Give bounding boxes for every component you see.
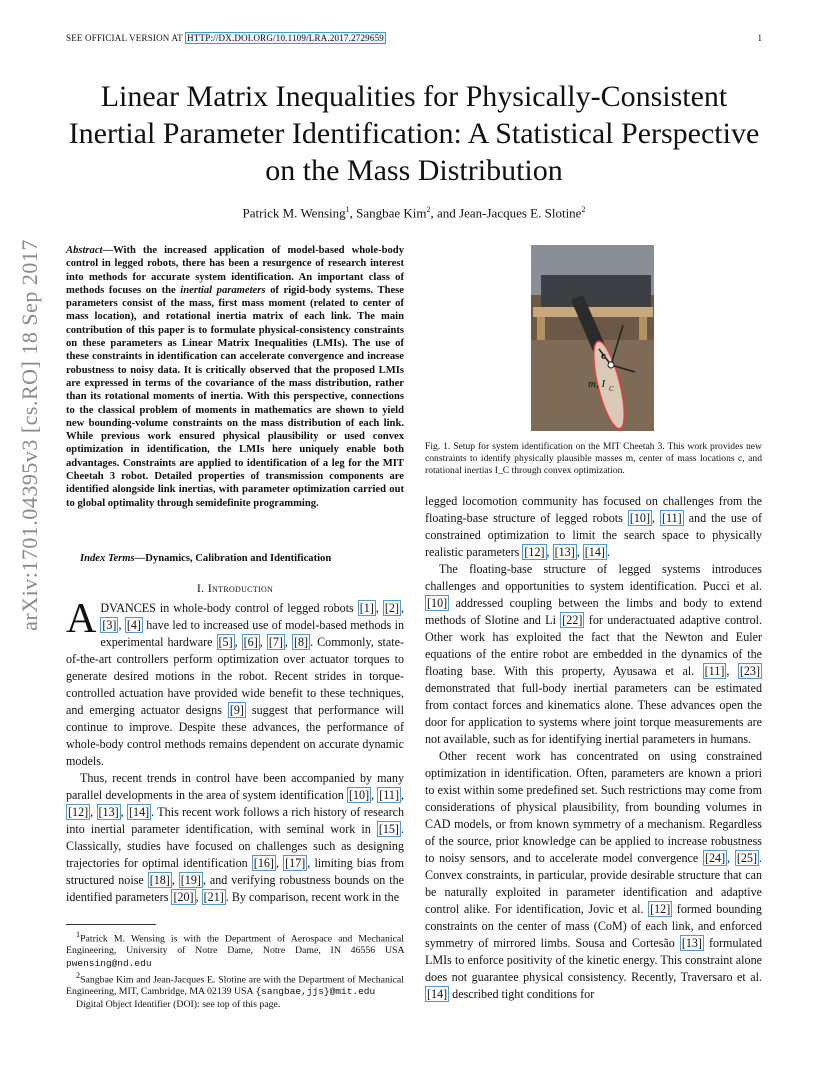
author-list: Patrick M. Wensing$^1$, Sangbae Kim$^2$, and Jean-Jacques E. Slotine$^2$ bbox=[242, 205, 586, 221]
index-terms-label: Index Terms bbox=[80, 553, 135, 564]
citation[interactable]: [21] bbox=[203, 890, 224, 904]
intro-left-column bbox=[66, 596, 405, 906]
email-link[interactable]: {sangbae,jjs}@mit.edu bbox=[255, 986, 376, 998]
abstract-text: —With the increased application of model-based whole-body control in legged robots, there has been a resurgence of research interest into methods for accurate system identification. An important class of methods focuses on the bbox=[66, 245, 404, 296]
citation[interactable]: [14] bbox=[584, 545, 605, 559]
citation[interactable]: [18] bbox=[149, 873, 170, 887]
index-terms-text: —Dynamics, Calibration and Identification bbox=[134, 553, 332, 564]
citation[interactable]: [12] bbox=[650, 902, 671, 916]
citation[interactable]: [12] bbox=[524, 545, 545, 559]
affil-mark: 2 bbox=[426, 205, 431, 214]
index-terms bbox=[66, 553, 404, 564]
email-link[interactable]: pwensing@nd.edu bbox=[66, 957, 152, 969]
citation[interactable]: [13] bbox=[554, 545, 575, 559]
author-3: Jean-Jacques E. Slotine bbox=[459, 205, 582, 221]
footnote: $^2$Sangbae Kim and Jean-Jacques E. Slotine are with the Department of Mechanical Engineering, MIT, Cambridge, MA 02139 USA {sangbae,jjs}@mit.edu bbox=[66, 970, 404, 998]
citation[interactable]: [10] bbox=[427, 596, 448, 610]
citation[interactable]: [13] bbox=[681, 936, 702, 950]
citation[interactable]: [4] bbox=[126, 618, 141, 632]
citation[interactable]: [1] bbox=[359, 601, 374, 615]
paragraph: Thus, recent trends in control have been accompanied by many parallel developments in the area of system identification [10] , [11] , [12] , [13] , [14] . This recent work follows a rich history of research into inertial parameter identification, with seminal work in [15] . Classically, studies have focused on challenges such as designing trajectories for optimal identification [16] , [17] , limiting bias from structured noise [18] , [19] , and verifying robustness bounds on the identified parameters [20] , [21] . By comparison, recent work in the bbox=[66, 771, 405, 904]
drop-cap: A bbox=[66, 596, 97, 642]
citation[interactable]: [16] bbox=[253, 856, 274, 870]
citation[interactable]: [25] bbox=[736, 851, 757, 865]
robot-leg-illustration bbox=[531, 245, 654, 431]
abstract-label: Abstract bbox=[66, 245, 103, 256]
paragraph: legged locomotion community has focused on challenges from the floating-base structure of legged robots [10] , [11] and the use of constrained optimization to limit the search space to physically realistic parameters [12] , [13] , [14] . bbox=[425, 494, 763, 559]
abstract-emphasis: inertial parameters bbox=[180, 284, 266, 296]
citation[interactable]: [14] bbox=[129, 805, 150, 819]
footnotes bbox=[66, 924, 404, 1011]
citation[interactable]: [13] bbox=[98, 805, 119, 819]
citation[interactable]: [19] bbox=[180, 873, 201, 887]
paragraph: Other recent work has concentrated on using constrained optimization in identification. Often, parameters are known a priori to exist within some predefined set. Such restrictions may come from considerations of physical plausibility, from bounding volumes in CAD models, or from known symmetry of a mechanism. Regardless of the source, prior knowledge can be applied to increase robustness to noisy sensors, and to accelerate model convergence [24] , [25] . Convex constraints, in particular, provide desirable structure that can be naturally exploited in parameter identification and adaptive control alike. For identification, Jovic et al. [12] formed bounding constraints on the center of mass (CoM) of each link, and enforced symmetry of mirrored limbs. Sousa and Cortesão [13] formulated LMIs to enforce positivity of the kinetic energy. This constraint alone does not guarantee physical consistency. Recently, Traversaro et al. [14] described tight conditions for bbox=[425, 749, 763, 1001]
footnote: $^1$Patrick M. Wensing is with the Department of Aerospace and Mechanical Engineering, University of Notre Dame, Notre Dame, IN 46556 USA pwensing@nd.edu bbox=[66, 930, 404, 969]
paper-title: Linear Matrix Inequalities for Physically-Consistent Inertial Parameter Identification: A Statistical Perspective on the Mass Distribution bbox=[68, 80, 760, 187]
citation[interactable]: [12] bbox=[68, 805, 89, 819]
paragraph: ADVANCES in whole-body control of legged robots [1] , [2] , [3] , [4] have led to increased use of model-based methods in experimental hardware [5] , [6] , [7] , [8] . Commonly, state-of-the-art controllers perform optimization over actuator torques to generate desired motions in the robot. Recent strides in torque-controlled actuation have provided wide benefit to these techniques, and emerging actuator designs [9] suggest that performance will continue to improve. Despite these advances, the performance of whole-body control methods remains dependent on accurate dynamic models. bbox=[66, 596, 405, 768]
doi-link[interactable]: HTTP://DX.DOI.ORG/10.1109/LRA.2017.2729659 bbox=[187, 33, 384, 43]
affil-mark: 1 bbox=[345, 205, 350, 214]
figure-caption: Fig. 1. Setup for system identification on the MIT Cheetah 3. This work provides new constraints to identify physically plausible masses m, center of mass locations c, and rotational inertias I_C through convex optimization. bbox=[425, 441, 762, 476]
affil-mark: 2 bbox=[581, 205, 586, 214]
citation[interactable]: [15] bbox=[378, 822, 399, 836]
citation[interactable]: [11] bbox=[379, 788, 399, 802]
citation[interactable]: [3] bbox=[102, 618, 117, 632]
citation[interactable]: [20] bbox=[173, 890, 194, 904]
arxiv-stamp bbox=[10, 190, 50, 680]
arxiv-stamp-text: arXiv:1701.04395v3 [cs.RO] 18 Sep 2017 bbox=[17, 239, 42, 631]
section-heading: I. Introduction bbox=[196, 581, 274, 595]
running-header bbox=[66, 33, 386, 43]
paragraph: The floating-base structure of legged systems introduces challenges and opportunities to system identification. Pucci et al. [10] addressed coupling between the limbs and body to extend methods of Slotine and Li [22] for underactuated adaptive control. Other work has exploited the fact that the Newton and Euler equations of the entire robot are embedded in the dynamics of the floating base. With this property, Ayusawa et al. [11] , [23] demonstrated that full-body inertial parameters can be estimated from contact forces and kinematics alone. These advances open the door for application to systems where joint torque measurements are not available, such as for identifying inertial parameters in humans. bbox=[425, 562, 762, 746]
com-label: c bbox=[601, 350, 606, 362]
citation[interactable]: [17] bbox=[285, 856, 306, 870]
intro-right-column bbox=[425, 493, 762, 1003]
citation[interactable]: [22] bbox=[562, 613, 583, 627]
citation[interactable]: [7] bbox=[268, 635, 283, 649]
citation[interactable]: [10] bbox=[348, 788, 370, 802]
header-prefix: SEE OFFICIAL VERSION AT bbox=[66, 33, 186, 43]
footnote: Digital Object Identifier (DOI): see top of this page. bbox=[76, 998, 281, 1010]
abstract bbox=[66, 244, 404, 510]
citation[interactable]: [23] bbox=[739, 664, 760, 678]
page-number: 1 bbox=[757, 33, 762, 43]
citation[interactable]: [2] bbox=[384, 601, 399, 615]
citation[interactable]: [6] bbox=[243, 635, 258, 649]
citation[interactable]: [11] bbox=[662, 511, 682, 525]
citation[interactable]: [10] bbox=[629, 511, 650, 525]
citation[interactable]: [11] bbox=[704, 664, 725, 678]
citation[interactable]: [5] bbox=[218, 635, 233, 649]
citation[interactable]: [9] bbox=[229, 703, 244, 717]
author-1: Patrick M. Wensing bbox=[242, 205, 346, 221]
footnote-rule bbox=[66, 924, 156, 925]
subscript-label: C bbox=[609, 385, 614, 393]
figure-photo bbox=[531, 245, 654, 431]
mass-inertia-label: m, I bbox=[588, 378, 606, 390]
citation[interactable]: [8] bbox=[293, 635, 309, 649]
citation[interactable]: [24] bbox=[704, 851, 726, 865]
abstract-text: of rigid-body systems. These parameters consist of the mass, first mass moment (related to center of mass location), and rotational inertia matrix of each link. The main contribution of this paper is to formulate physical-consistency constraints on these parameters as Linear Matrix Inequalities (LMIs). The use of these constraints in identification can accelerate convergence and increase robustness to noisy data. It is critically observed that the proposed LMIs are expressed in terms of the covariance of the mass distribution, rather than its rotational moments of inertia. With this perspective, connections to the classical problem of moments in mathematics are shown to yield new bounding-volume constraints on the mass distribution of each link. While previous work ensured physical plausibility or used convex optimization in identification, the LMIs here uniquely enable both advantages. Constraints are applied to identification of a leg for the MIT Cheetah 3 robot. Detailed properties of transmission components are identified alongside link inertias, with parameter optimization carried out to global optimality through semidefinite programming. bbox=[66, 284, 405, 509]
citation[interactable]: [14] bbox=[427, 987, 448, 1001]
author-2: Sangbae Kim bbox=[356, 205, 427, 221]
